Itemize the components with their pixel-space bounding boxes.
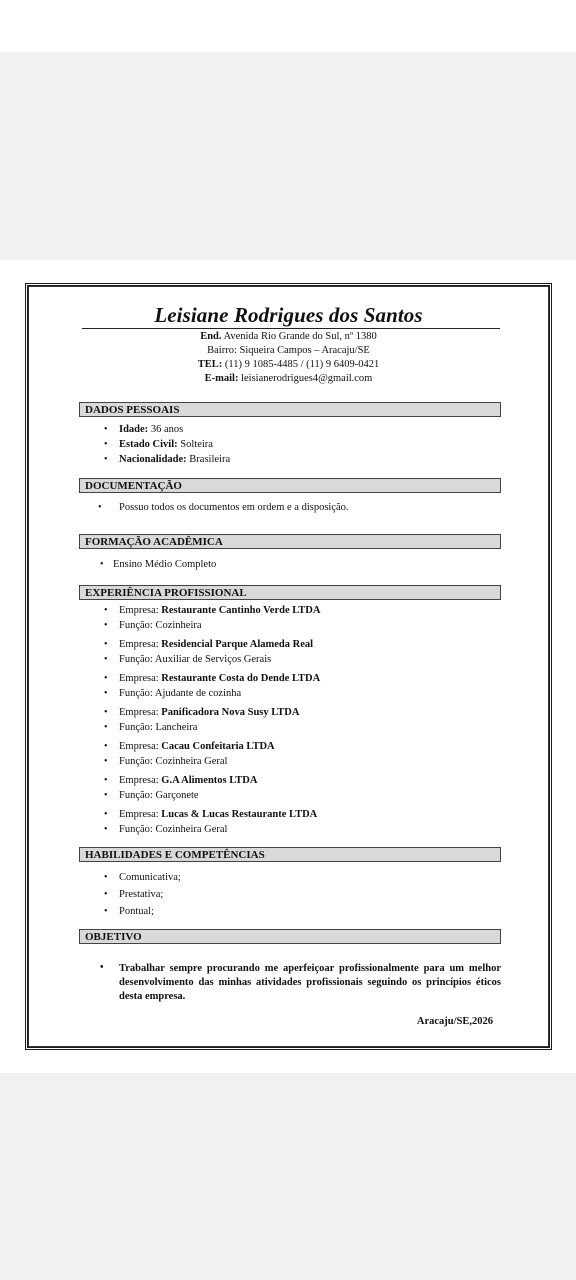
candidate-name: Leisiane Rodrigues dos Santos (154, 303, 423, 327)
bottom-gray-band (0, 1073, 576, 1280)
objective-bullet: • (100, 962, 104, 973)
email-line: E-mail: leisianerodrigues4@gmail.com (204, 373, 373, 384)
section-objective-header: OBJETIVO (79, 929, 501, 944)
section-documents-header: DOCUMENTAÇÃO (79, 478, 501, 493)
signoff: Aracaju/SE,2026 (416, 1016, 493, 1027)
section-experience-header: EXPERIÊNCIA PROFISSIONAL (79, 585, 501, 600)
address-line: End. Avenida Rio Grande do Sul, nº 1380 (200, 331, 377, 342)
name-underline (82, 328, 500, 329)
section-personal-header: DADOS PESSOAIS (79, 402, 501, 417)
contact-block (28, 330, 549, 386)
resume-page: Leisiane Rodrigues dos Santos End. Avenida Rio Grande do Sul, nº 1380 Bairro: Siqueira Campos – Aracaju/SE TEL: (11) 9 1085-4485 / (11) 9 6409-0421 E-mail: leisianerodrigues4@gmail.com DADOS PESSOAIS • Idade: 36 anos • Estado Civil: Solteira • Nacionalidade: Brasileira DOCUMENTAÇÃO • Possuo todos os documentos em ordem e a disposição. FORMAÇÃO ACADÊMICA • Ensino Médio Completo EXPERIÊNCIA PROFISSIONAL • Empresa: Restaurante Cantinho Verde LTDA • Função: Cozinheira • Empresa: Residencial Parque Alameda Real • Função: Auxiliar de Serviços Gerais • Empresa: Restaurante Costa do Dende LTDA • Função: Ajudante de cozinha • Empresa: Panificadora Nova Susy LTDA • Função: Lancheira • Empresa: Cacau Confeitaria LTDA • Função: Cozinheira Geral • Empresa: G.A Alimentos LTDA • Função: Garçonete • Empresa: Lucas & Lucas Restaurante LTDA • Função: Cozinheira Geral HABILIDADES E COMPETÊNCIAS • Comunicativa; • Prestativa; • Pontual; OBJETIVO • Trabalhar sempre procurando me aperfeiçoar profissionalmente para um melhor desenvolvimento das minhas atividades profissionais seguindo os princípios éticos desta empresa. Aracaju/SE,2026 (25, 283, 552, 1050)
top-gray-band (0, 52, 576, 260)
section-education-header: FORMAÇÃO ACADÊMICA (79, 534, 501, 549)
neighborhood-line: Bairro: Siqueira Campos – Aracaju/SE (207, 345, 370, 356)
objective-text: Trabalhar sempre procurando me aperfeiçoar profissionalmente para um melhor desenvolvimento das minhas atividades profissionais seguindo os princípios éticos desta empresa. (119, 963, 501, 1002)
phone-line: TEL: (11) 9 1085-4485 / (11) 9 6409-0421 (197, 359, 380, 370)
section-skills-header: HABILIDADES E COMPETÊNCIAS (79, 847, 501, 862)
